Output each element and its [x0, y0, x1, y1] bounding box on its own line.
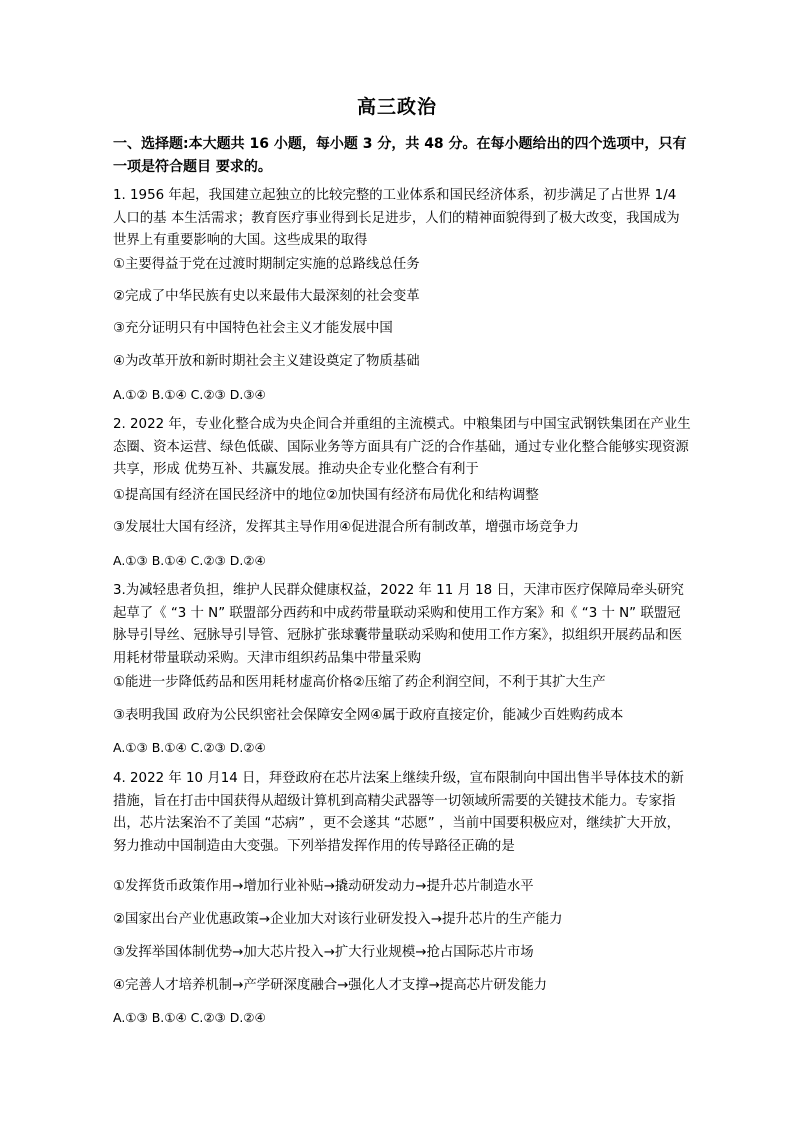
- question-4-option-2: ②国家出台产业优惠政策→企业加大对该行业研发投入→提升芯片的生产能力: [113, 912, 563, 927]
- section-header: 一、选择题:本大题共 16 小题，每小题 3 分，共 48 分。在每小题给出的四个选项中，只有一项是符合题目 要求的。: [113, 136, 687, 175]
- question-4-option-4: ④完善人才培养机制→产学研深度融合→强化人才支撑→提高芯片研发能力: [113, 978, 547, 993]
- question-2-option-2: ③发展壮大国有经济，发挥其主导作用④促进混合所有制改革，增强市场竞争力: [113, 520, 579, 535]
- question-4-answers: A.①③ B.①④ C.②③ D.②④: [113, 1010, 266, 1025]
- question-4-option-3: ③发挥举国体制优势→加大芯片投入→扩大行业规模→抢占国际芯片市场: [113, 945, 534, 960]
- question-2-option-1: ①提高国有经济在国民经济中的地位②加快国有经济布局优化和结构调整: [113, 488, 539, 503]
- question-3-stem: 3.为减轻患者负担，维护人民群众健康权益，2022 年 11 月 18 日，天津市医疗保障局牵头研究起草了《 “3 十 N” 联盟部分西药和中成药带量联动采购和使用工作方案》和《 “3 十 N” 联盟冠脉导引导丝、冠脉导引导管、冠脉扩张球囊带量联动采购和使用工作方案》，拟组织开展药品和医用耗材带量联动采购。天津市组织药品集中带量采购: [113, 583, 684, 666]
- page-title: 高三政治: [356, 96, 437, 118]
- question-1-option-2: ②完成了中华民族有史以来最伟大最深刻的社会变革: [113, 289, 420, 304]
- question-4-option-1: ①发挥货币政策作用→增加行业补贴→撬动研发动力→提升芯片制造水平: [113, 879, 534, 894]
- question-1-option-1: ①主要得益于党在过渡时期制定实施的总路线总任务: [113, 257, 420, 272]
- question-1-answers: A.①② B.①④ C.②③ D.③④: [113, 387, 266, 402]
- question-3-option-2: ③表明我国 政府为公民织密社会保障安全网④属于政府直接定价，能减少百姓购药成本: [113, 708, 624, 723]
- question-1-stem: 1. 1956 年起，我国建立起独立的比较完整的工业体系和国民经济体系，初步满足了占世界 1/4 人口的基 本生活需求；教育医疗事业得到长足进步，人们的精神面貌得到了极大改变，我国成为世界上有重要影响的大国。这些成果的取得: [113, 188, 680, 248]
- question-3-option-1: ①能进一步降低药品和医用耗材虚高价格②压缩了药企利润空间，不利于其扩大生产: [113, 675, 606, 690]
- question-3-answers: A.①③ B.①④ C.②③ D.②④: [113, 740, 266, 755]
- question-2-answers: A.①③ B.①④ C.②③ D.②④: [113, 553, 266, 568]
- question-2-stem: 2. 2022 年，专业化整合成为央企间合并重组的主流模式。中粮集团与中国宝武钢铁集团在产业生态圈、资本运营、绿色低碳、国际业务等方面具有广泛的合作基础，通过专业化整合能够实现资源共享，形成 优势互补、共赢发展。推动央企专业化整合有利于: [113, 417, 691, 477]
- question-1-option-4: ④为改革开放和新时期社会主义建设奠定了物质基础: [113, 354, 420, 369]
- question-1-option-3: ③充分证明只有中国特色社会主义才能发展中国: [113, 321, 393, 336]
- question-4-stem: 4. 2022 年 10 月14 日，拜登政府在芯片法案上继续升级，宣布限制向中国出售半导体技术的新措施，旨在打击中国获得从超级计算机到高精尖武器等一切领域所需要的关键技术能力。专家指出，芯片法案治不了美国 “芯病” ，更不会遂其 “芯愿” ，当前中国要积极应对，继续扩大开放，努力推动中国制造由大变强。下列举措发挥作用的传导路径正确的是: [113, 771, 684, 854]
